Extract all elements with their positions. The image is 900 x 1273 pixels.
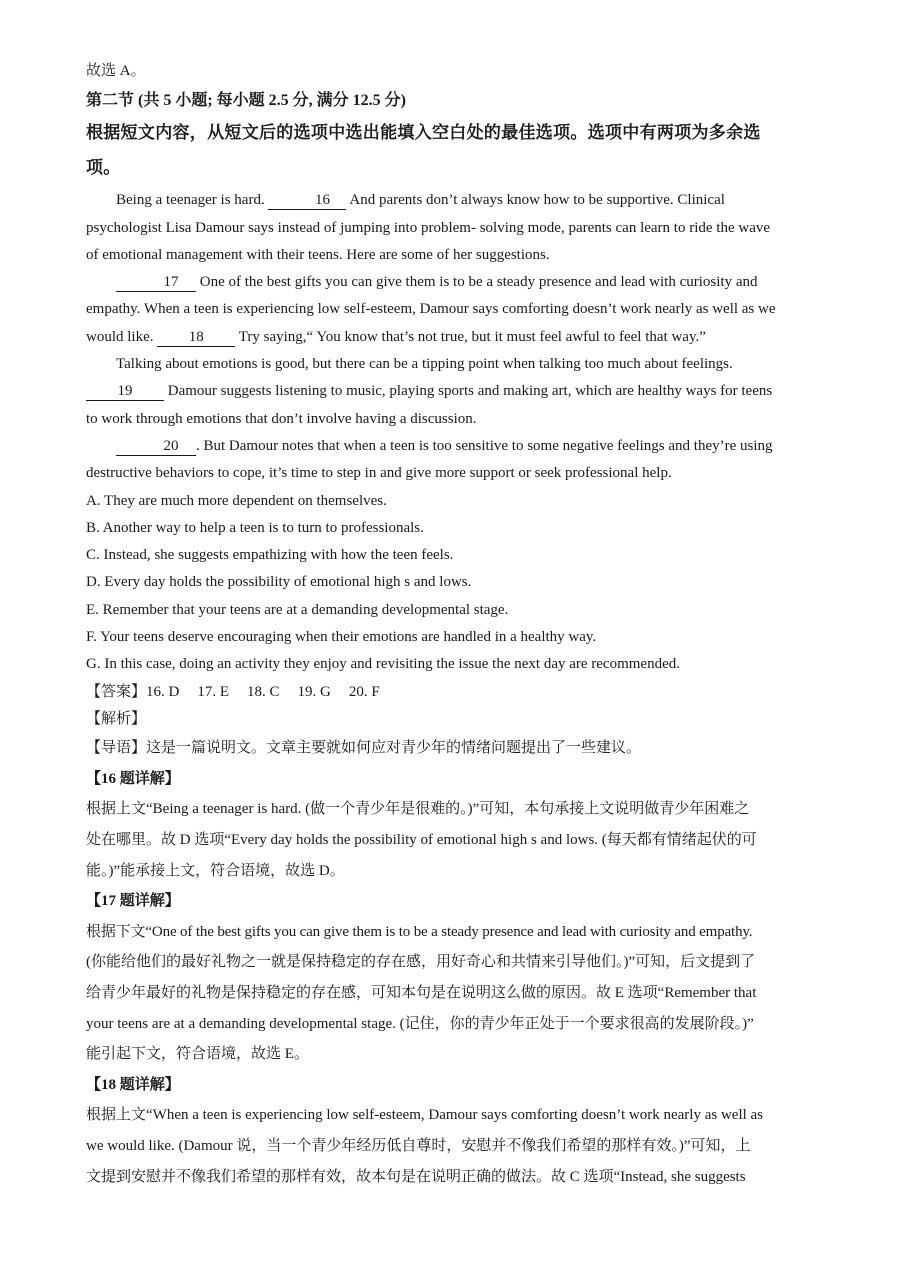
q16-line: 能。)”能承接上文，符合语境，故选 D。 xyxy=(86,862,345,879)
answer-line xyxy=(86,679,816,706)
passage-line: empathy. When a teen is experiencing low self-esteem, Damour says comforting doesn’t work nearly as well as we xyxy=(86,301,776,318)
option-c: C. Instead, she suggests empathizing with how the teen feels. xyxy=(86,547,454,564)
instruction-line-2: 项。 xyxy=(86,158,121,178)
passage-text: Damour suggests listening to music, playing sports and making art, which are healthy ways for teens xyxy=(167,383,773,400)
passage-line: psychologist Lisa Damour says instead of jumping into problem- solving mode, parents can learn to ride the wave xyxy=(86,219,771,236)
q17-line: your teens are at a demanding developmental stage. (记住，你的青少年正处于一个要求很高的发展阶段。)” xyxy=(86,1015,754,1032)
explanation xyxy=(86,733,816,1192)
blank-16: 16 xyxy=(268,191,346,210)
answer-item: 20. F xyxy=(348,683,380,700)
top-line: 故选 A。 xyxy=(86,63,146,79)
passage-line: of emotional management with their teens. Here are some of her suggestions. xyxy=(86,246,550,263)
passage-text: . But Damour notes that when a teen is too sensitive to some negative feelings and they’re using xyxy=(196,437,773,454)
passage-text: One of the best gifts you can give them is to be a steady presence and lead with curiosity and xyxy=(199,274,758,291)
q17-heading: 【17 题详解】 xyxy=(86,893,180,910)
passage-line: Talking about emotions is good, but there can be a tipping point when talking too much about feelings. xyxy=(116,356,733,373)
q16-line: 根据上文“Being a teenager is hard. (做一个青少年是很难的。)”可知，本句承接上文说明做青少年困难之 xyxy=(86,801,750,818)
instruction-line-1: 根据短文内容，从短文后的选项中选出能填入空白处的最佳选项。选项中有两项为多余选 xyxy=(86,123,761,143)
passage-text: And parents don’t always know how to be supportive. Clinical xyxy=(349,192,725,209)
option-a: A. They are much more dependent on themselves. xyxy=(86,492,387,509)
options-list xyxy=(86,488,816,679)
q18-heading: 【18 题详解】 xyxy=(86,1076,180,1093)
passage-line xyxy=(86,187,816,214)
passage-text: Try saying,“ You know that’s not true, but it must feel awful to feel that way.” xyxy=(238,328,706,345)
passage-line: to work through emotions that don’t involve having a discussion. xyxy=(86,410,477,427)
passage-text: would like. xyxy=(86,328,154,345)
option-d: D. Every day holds the possibility of emotional high s and lows. xyxy=(86,574,472,591)
section-title: 第二节 (共 5 小题; 每小题 2.5 分, 满分 12.5 分) xyxy=(86,92,406,110)
passage-line: destructive behaviors to cope, it’s time to step in and give more support or seek professional help. xyxy=(86,465,672,482)
passage-line xyxy=(86,433,816,460)
blank-17: 17 xyxy=(116,273,196,292)
q18-line: 文提到安慰并不像我们希望的那样有效，故本句是在说明正确的做法。故 C 选项“Instead, she suggests xyxy=(86,1168,746,1185)
blank-18: 18 xyxy=(157,328,235,347)
option-f: F. Your teens deserve encouraging when their emotions are handled in a healthy way. xyxy=(86,629,597,646)
passage-text: Being a teenager is hard. xyxy=(116,192,265,209)
answer-label: 【答案】 xyxy=(86,683,147,700)
answer-item: 19. G xyxy=(297,683,331,700)
q16-heading: 【16 题详解】 xyxy=(86,770,180,787)
q17-line: 根据下文“One of the best gifts you can give them is to be a steady presence and lead with curiosity and empathy. xyxy=(86,923,753,940)
passage xyxy=(86,187,816,487)
blank-20: 20 xyxy=(116,437,196,456)
option-e: E. Remember that your teens are at a demanding developmental stage. xyxy=(86,601,509,618)
passage-line xyxy=(86,378,816,405)
q17-line: 能引起下文，符合语境，故选 E。 xyxy=(86,1046,309,1063)
answer-item: 16. D xyxy=(146,683,180,700)
blank-19: 19 xyxy=(86,382,164,401)
q17-line: 给青少年最好的礼物是保持稳定的存在感，可知本句是在说明这么做的原因。故 E 选项“Remember that xyxy=(86,984,757,1001)
q17-line: (你能给他们的最好礼物之一就是保持稳定的存在感，用好奇心和共情来引导他们。)”可知，后文提到了 xyxy=(86,954,756,971)
guide-line: 【导语】这是一篇说明文。文章主要就如何应对青少年的情绪问题提出了一些建议。 xyxy=(86,740,642,757)
answer-item: 17. E xyxy=(197,683,230,700)
answer-item: 18. C xyxy=(247,683,280,700)
passage-line xyxy=(86,269,816,296)
passage-line xyxy=(86,324,816,351)
q16-line: 处在哪里。故 D 选项“Every day holds the possibility of emotional high s and lows. (每天都有情绪起伏的可 xyxy=(86,832,757,849)
q18-line: we would like. (Damour 说，当一个青少年经历低自尊时，安慰并不像我们希望的那样有效。)”可知，上 xyxy=(86,1137,751,1154)
option-b: B. Another way to help a teen is to turn to professionals. xyxy=(86,519,424,536)
q18-line: 根据上文“When a teen is experiencing low self-esteem, Damour says comforting doesn’t work nearly as well as xyxy=(86,1107,764,1124)
analysis-label: 【解析】 xyxy=(86,710,147,727)
option-g: G. In this case, doing an activity they enjoy and revisiting the issue the next day are recommended. xyxy=(86,656,680,673)
